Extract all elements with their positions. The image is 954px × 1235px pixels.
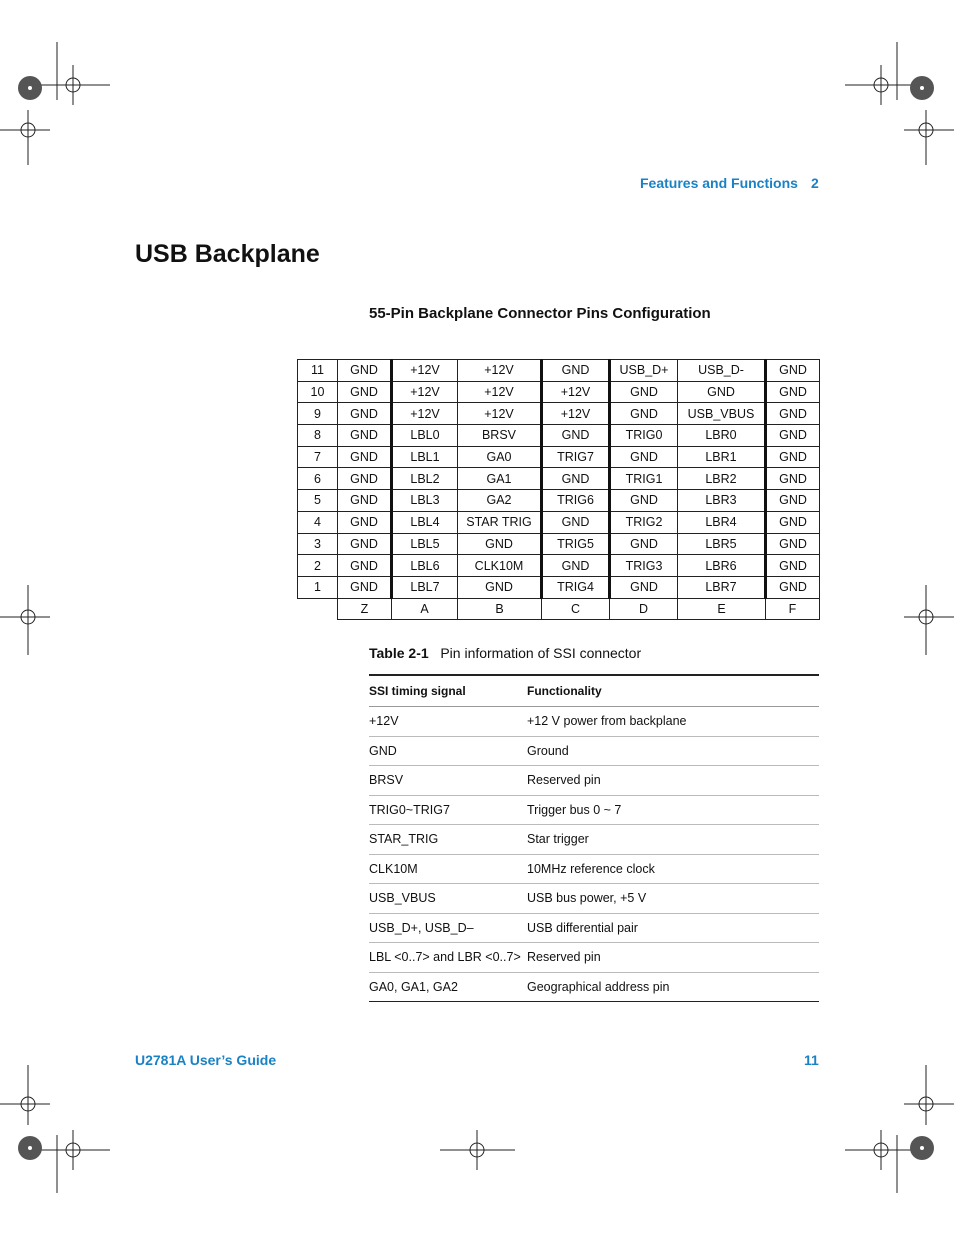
pin-cell: GND <box>338 468 392 490</box>
pin-cell: GND <box>766 468 820 490</box>
info-functionality-cell: 10MHz reference clock <box>527 854 819 884</box>
pin-cell: GND <box>766 446 820 468</box>
info-signal-cell: GND <box>369 736 527 766</box>
pin-cell: GND <box>766 576 820 598</box>
pin-cell: GND <box>338 490 392 512</box>
pin-cell: GND <box>766 403 820 425</box>
pin-cell: GND <box>338 555 392 577</box>
pin-cell: GND <box>458 533 542 555</box>
info-functionality-cell: Reserved pin <box>527 766 819 796</box>
pin-cell: +12V <box>542 403 610 425</box>
pin-column-label: D <box>610 598 678 620</box>
pin-cell: TRIG0 <box>610 425 678 447</box>
pin-cell: LBL3 <box>392 490 458 512</box>
pin-cell: +12V <box>392 381 458 403</box>
pin-cell: GND <box>542 425 610 447</box>
pin-cell: LBL7 <box>392 576 458 598</box>
pin-cell: GND <box>610 446 678 468</box>
connector-title: 55-Pin Backplane Connector Pins Configuration <box>369 305 711 322</box>
pin-cell: LBR4 <box>678 511 766 533</box>
pin-cell: GND <box>610 576 678 598</box>
pin-cell: USB_D+ <box>610 360 678 382</box>
footer-page-number: 11 <box>804 1052 819 1068</box>
pin-cell: GND <box>678 381 766 403</box>
info-functionality-cell: Trigger bus 0 ~ 7 <box>527 795 819 825</box>
pin-cell: GND <box>338 446 392 468</box>
info-header-signal: SSI timing signal <box>369 675 527 707</box>
pin-cell: TRIG4 <box>542 576 610 598</box>
pin-cell: LBL6 <box>392 555 458 577</box>
pin-cell: TRIG5 <box>542 533 610 555</box>
pin-cell: GND <box>766 533 820 555</box>
pin-cell: LBR1 <box>678 446 766 468</box>
pin-cell: +12V <box>392 403 458 425</box>
page-title: USB Backplane <box>135 240 320 268</box>
pin-cell: GND <box>338 576 392 598</box>
pin-row-number: 1 <box>298 576 338 598</box>
pin-cell: LBR3 <box>678 490 766 512</box>
pin-cell: GND <box>766 490 820 512</box>
pin-cell: GND <box>766 555 820 577</box>
pin-cell: GND <box>610 381 678 403</box>
info-signal-cell: USB_D+, USB_D– <box>369 913 527 943</box>
pin-cell: LBL4 <box>392 511 458 533</box>
pin-column-label: C <box>542 598 610 620</box>
pin-column-label: F <box>766 598 820 620</box>
pin-cell: GND <box>766 511 820 533</box>
pin-cell: TRIG2 <box>610 511 678 533</box>
info-functionality-cell: Star trigger <box>527 825 819 855</box>
pin-cell: STAR TRIG <box>458 511 542 533</box>
pin-cell: GND <box>338 360 392 382</box>
pin-cell: BRSV <box>458 425 542 447</box>
pin-row-number: 7 <box>298 446 338 468</box>
pin-cell: +12V <box>458 360 542 382</box>
pin-cell: GND <box>542 360 610 382</box>
info-functionality-cell: USB bus power, +5 V <box>527 884 819 914</box>
pin-row-number: 5 <box>298 490 338 512</box>
pin-cell: GND <box>338 511 392 533</box>
pin-cell: LBL0 <box>392 425 458 447</box>
info-signal-cell: LBL <0..7> and LBR <0..7> <box>369 943 527 973</box>
pin-cell: GND <box>458 576 542 598</box>
pin-cell: LBL2 <box>392 468 458 490</box>
pin-cell: USB_VBUS <box>678 403 766 425</box>
pin-cell: GND <box>338 425 392 447</box>
pin-cell: +12V <box>458 381 542 403</box>
pin-cell: CLK10M <box>458 555 542 577</box>
pin-cell: +12V <box>458 403 542 425</box>
pin-cell: LBR0 <box>678 425 766 447</box>
info-functionality-cell: Reserved pin <box>527 943 819 973</box>
info-signal-cell: TRIG0~TRIG7 <box>369 795 527 825</box>
pin-cell: LBL5 <box>392 533 458 555</box>
pin-cell: +12V <box>392 360 458 382</box>
table-caption-number: Table 2-1 <box>369 645 429 661</box>
pin-cell: LBR6 <box>678 555 766 577</box>
pin-cell: GND <box>610 490 678 512</box>
pin-cell: TRIG3 <box>610 555 678 577</box>
pin-cell: GND <box>338 403 392 425</box>
pin-row-number: 6 <box>298 468 338 490</box>
pin-cell: GND <box>542 468 610 490</box>
pin-row-number: 9 <box>298 403 338 425</box>
info-signal-cell: GA0, GA1, GA2 <box>369 972 527 1002</box>
pin-cell: GA1 <box>458 468 542 490</box>
pin-cell: LBR5 <box>678 533 766 555</box>
pin-row-number: 3 <box>298 533 338 555</box>
pin-column-label: Z <box>338 598 392 620</box>
pin-cell: TRIG6 <box>542 490 610 512</box>
pin-row-number: 10 <box>298 381 338 403</box>
pin-row-number: 11 <box>298 360 338 382</box>
pin-cell: GND <box>338 381 392 403</box>
info-signal-cell: BRSV <box>369 766 527 796</box>
pin-row-number: 2 <box>298 555 338 577</box>
info-functionality-cell: Geographical address pin <box>527 972 819 1002</box>
info-functionality-cell: +12 V power from backplane <box>527 707 819 737</box>
pin-cell: TRIG7 <box>542 446 610 468</box>
info-functionality-cell: Ground <box>527 736 819 766</box>
pin-cell: GND <box>610 403 678 425</box>
pin-cell: GND <box>610 533 678 555</box>
pin-cell: LBR2 <box>678 468 766 490</box>
pin-cell: GA2 <box>458 490 542 512</box>
pin-cell: LBR7 <box>678 576 766 598</box>
pin-cell: GND <box>542 511 610 533</box>
info-header-functionality: Functionality <box>527 675 819 707</box>
pin-cell: +12V <box>542 381 610 403</box>
pin-cell: LBL1 <box>392 446 458 468</box>
pin-cell: GND <box>766 360 820 382</box>
pin-cell: GA0 <box>458 446 542 468</box>
pin-column-label: B <box>458 598 542 620</box>
pin-cell: USB_D- <box>678 360 766 382</box>
pin-column-label: E <box>678 598 766 620</box>
table-caption-text: Pin information of SSI connector <box>440 645 642 661</box>
info-signal-cell: STAR_TRIG <box>369 825 527 855</box>
pin-cell: GND <box>542 555 610 577</box>
pin-cell: GND <box>338 533 392 555</box>
pin-row-number: 8 <box>298 425 338 447</box>
pin-cell: GND <box>766 425 820 447</box>
footer-guide-title: U2781A User’s Guide <box>135 1052 277 1068</box>
info-signal-cell: USB_VBUS <box>369 884 527 914</box>
info-functionality-cell: USB differential pair <box>527 913 819 943</box>
pin-row-number: 4 <box>298 511 338 533</box>
pin-cell: GND <box>766 381 820 403</box>
running-header-chapter: 2 <box>811 175 819 191</box>
info-signal-cell: CLK10M <box>369 854 527 884</box>
running-header-section: Features and Functions <box>640 175 798 191</box>
pin-cell: TRIG1 <box>610 468 678 490</box>
info-signal-cell: +12V <box>369 707 527 737</box>
pin-column-label: A <box>392 598 458 620</box>
